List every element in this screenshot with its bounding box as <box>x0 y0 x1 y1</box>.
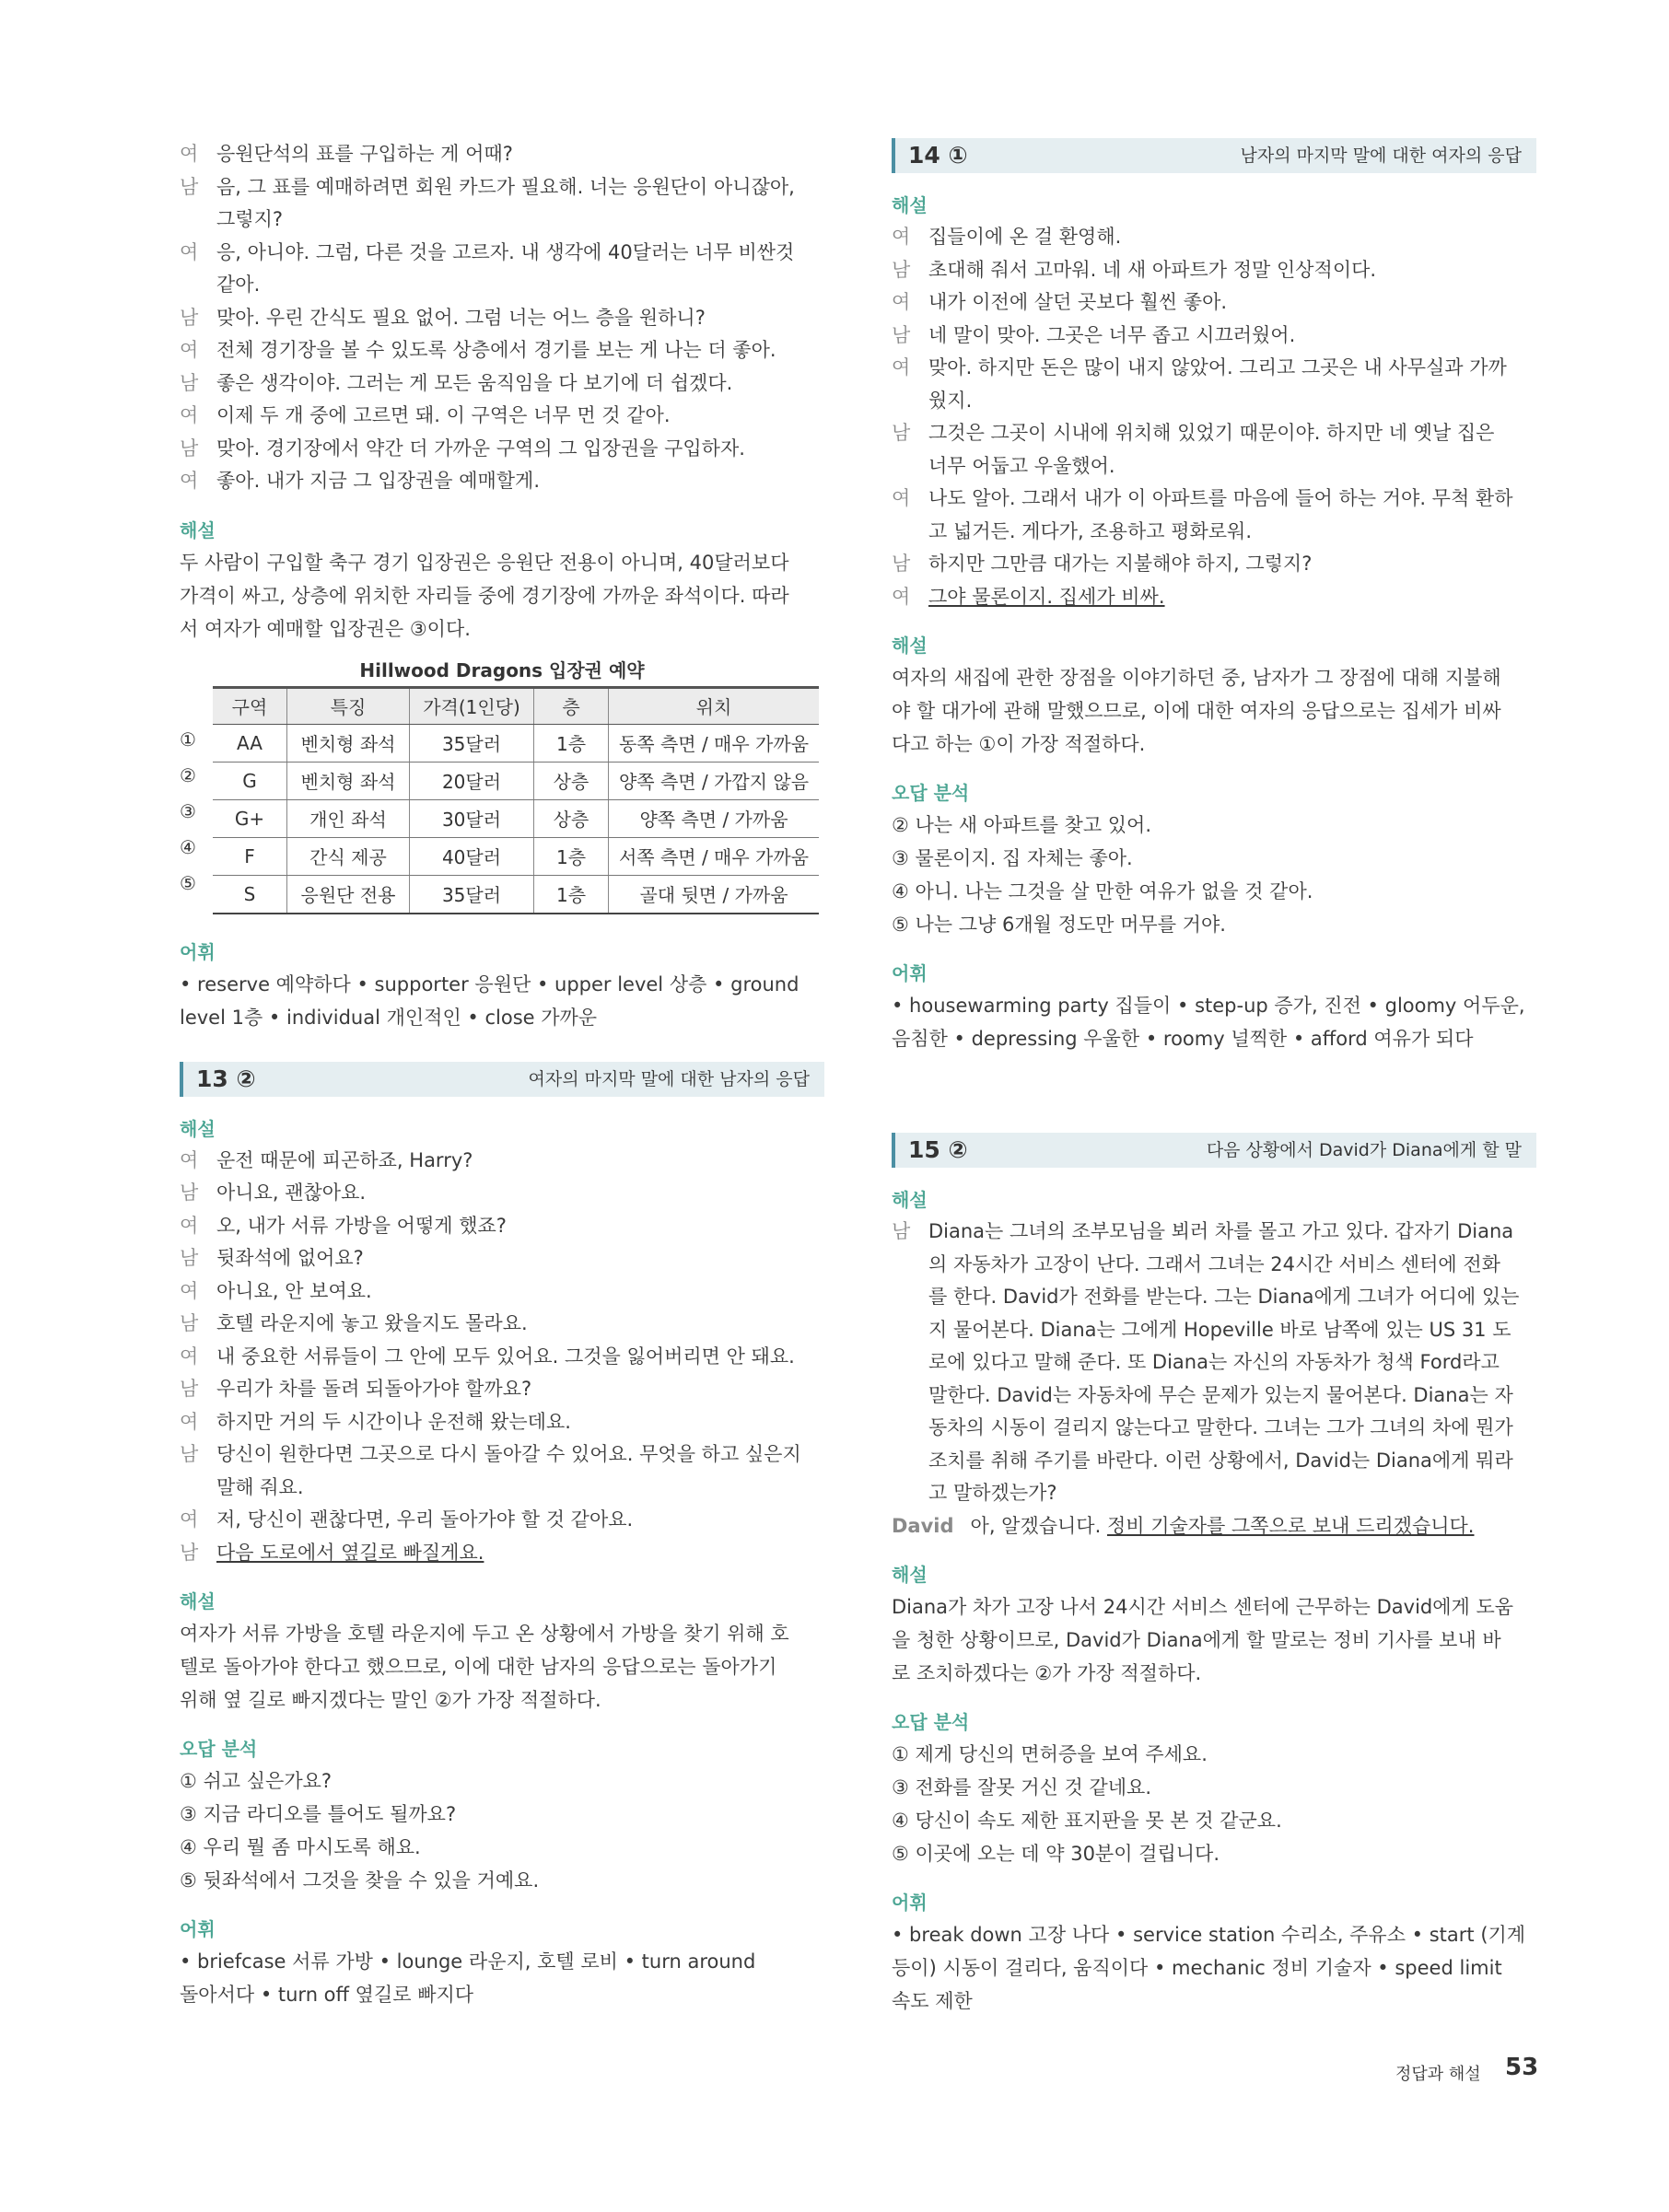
vocab-13: • briefcase 서류 가방 • lounge 라운지, 호텔 로비 • turn around 돌아서다 • turn off 옆길로 빠지다 <box>180 1950 756 2006</box>
narration-15: 남 Diana는 그녀의 조부모님을 뵈러 차를 몰고 가고 있다. 갑자기 Diana 의 자동차가 고장이 난다. 그래서 그녀는 24시간 서비스 센터에 전화 를 한다. David가 전화를 받는다. 그는 Diana에게 그녀가 어디에 있는 지 물어본다. Diana는 그에게 Hopeville 바로 남쪽에 있는 US 31 도 로에 있다고 말해 준다. 또 Diana는 자신의 자동차가 청색 Ford라고 말한다. David는 자동차에 무슨 문제가 있는지 물어본다. Diana는 자 동차의 시동이 걸리지 않는다고 말한다. 그녀는 그가 그녀의 차에 뭔가 조치를 취해 주기를 바란다. 이런 상황에서, David는 Diana에게 뭐라 고 말하겠는가? <box>892 1220 1520 1504</box>
question-header-15 <box>892 1133 1536 1168</box>
section-heading-haeseol: 해설 <box>892 634 928 657</box>
section-heading-vocab: 어휘 <box>180 1918 216 1940</box>
table-header-row <box>213 687 819 724</box>
table-cell: G+ <box>213 799 287 837</box>
question-header-14 <box>892 138 1536 173</box>
vocab-15: • break down 고장 나다 • service station 수리소, 주유소 • start (기계 등이) 시동이 걸리다, 움직이다 • mechanic 정비 기술자 • speed limit 속도 제한 <box>892 1924 1526 2012</box>
dialogue-line: 여 전체 경기장을 볼 수 있도록 상층에서 경기를 보는 게 나는 더 좋아. <box>180 339 776 361</box>
dialogue-line: 같아. <box>216 274 261 296</box>
wrong-answers-14: ② 나는 새 아파트를 찾고 있어. ③ 물론이지. 집 자체는 좋아. ④ 아니. 나는 그것을 살 만한 여유가 없을 것 같아. ⑤ 나는 그냥 6개월 정도만 머무를 거야. <box>892 814 1313 936</box>
dialogue-line: 여 나도 알아. 그래서 내가 이 아파트를 마음에 들어 하는 거야. 무척 환하 <box>892 487 1513 509</box>
explanation-13: 여자가 서류 가방을 호텔 라운지에 두고 온 상황에서 가방을 찾기 위해 호 텔로 돌아가야 한다고 했으므로, 이에 대한 남자의 응답으로는 돌아가기 위해 옆 길로 빠지겠다는 말인 ②가 가장 적절하다. <box>180 1623 789 1711</box>
question-number: 14 ① <box>908 142 968 169</box>
table-cell: 상층 <box>534 799 609 837</box>
dialogue-line: 남 호텔 라운지에 놓고 왔을지도 몰라요. <box>180 1312 528 1334</box>
table-cell: 골대 뒷면 / 가까움 <box>609 875 820 914</box>
dialogue-line: 남 아니요, 괜찮아요. <box>180 1182 367 1204</box>
dialogue-line: 여 아니요, 안 보여요. <box>180 1279 372 1302</box>
dialogue-line: 남 우리가 차를 돌려 되돌아가야 할까요? <box>180 1378 532 1400</box>
table-row <box>213 724 819 762</box>
table-cell: 1층 <box>534 837 609 875</box>
dialogue-line-answer: 남 다음 도로에서 옆길로 빠질게요. <box>180 1541 484 1564</box>
dialogue-line: 남 음, 그 표를 예매하려면 회원 카드가 필요해. 너는 응원단이 아니잖아, <box>180 175 795 198</box>
section-heading-vocab: 어휘 <box>180 940 216 963</box>
dialogue-line: 웠지. <box>928 389 973 412</box>
table-cell: 1층 <box>534 724 609 762</box>
dialogue-line: 여 운전 때문에 피곤하죠, Harry? <box>180 1148 473 1171</box>
question-type: 남자의 마지막 말에 대한 여자의 응답 <box>1240 146 1522 166</box>
question-number: 13 ② <box>196 1065 256 1092</box>
dialogue-line: 여 응원단석의 표를 구입하는 게 어때? <box>180 143 513 165</box>
ticket-table-wrap <box>180 686 824 914</box>
dialogue-line: 여 응, 아니야. 그럼, 다른 것을 고르자. 내 생각에 40달러는 너무 비싼것 <box>180 240 795 263</box>
table-cell: 양쪽 측면 / 가깝지 않음 <box>609 762 820 799</box>
table-cell: F <box>213 837 287 875</box>
table-cell: 간식 제공 <box>287 837 410 875</box>
wrong-answers-15: ① 제게 당신의 면허증을 보여 주세요. ③ 전화를 잘못 거신 것 같네요. ④ 당신이 속도 제한 표지판을 못 본 것 같군요. ⑤ 이곳에 오는 데 약 30분이 걸립니다. <box>892 1743 1282 1865</box>
dialogue-line: 남 뒷좌석에 없어요? <box>180 1247 364 1269</box>
table-cell: 벤치형 좌석 <box>287 724 410 762</box>
explanation-14: 여자의 새집에 관한 장점을 이야기하던 중, 남자가 그 장점에 대해 지불해 야 할 대가에 관해 말했으므로, 이에 대한 여자의 응답으로는 집세가 비싸 다고 하는 ①이 가장 적절하다. <box>892 667 1501 755</box>
table-cell: 개인 좌석 <box>287 799 410 837</box>
dialogue-line: 여 하지만 거의 두 시간이나 운전해 왔는데요. <box>180 1410 571 1433</box>
table-cell: AA <box>213 724 287 762</box>
dialogue-line: 남 그것은 그곳이 시내에 위치해 있었기 때문이야. 하지만 네 옛날 집은 <box>892 422 1495 444</box>
dialogue-line: 남 초대해 줘서 고마워. 네 새 아파트가 정말 인상적이다. <box>892 258 1377 281</box>
table-cell: 35달러 <box>410 875 534 914</box>
david-answer-line: David 아, 알겠습니다. 정비 기술자를 그쪽으로 보내 드리겠습니다. <box>892 1514 1475 1537</box>
table-cell: 서쪽 측면 / 매우 가까움 <box>609 837 820 875</box>
dialogue-line: 너무 어둡고 우울했어. <box>928 454 1115 477</box>
table-cell: 30달러 <box>410 799 534 837</box>
row-marker: ③ <box>180 799 196 822</box>
table-header: 가격(1인당) <box>410 687 534 724</box>
dialogue-line: 여 내가 이전에 살던 곳보다 훨씬 좋아. <box>892 291 1228 313</box>
section-heading-vocab: 어휘 <box>892 962 928 984</box>
table-cell: 20달러 <box>410 762 534 799</box>
dialogue-13 <box>180 1145 824 1570</box>
table-cell: 양쪽 측면 / 가까움 <box>609 799 820 837</box>
question-type: 다음 상황에서 David가 Diana에게 할 말 <box>1206 1140 1522 1160</box>
table-header: 위치 <box>609 687 820 724</box>
dialogue-line: 말해 줘요. <box>216 1475 304 1498</box>
dialogue-line: 여 집들이에 온 걸 환영해. <box>892 226 1122 248</box>
section-heading-haeseol: 해설 <box>892 194 928 216</box>
section-heading-odap: 오답 분석 <box>892 782 970 804</box>
explanation-15: Diana가 차가 고장 나서 24시간 서비스 센터에 근무하는 David에게 도움 을 청한 상황이므로, David가 Diana에게 할 말로는 정비 기사를 보내 바 로 조치하겠다는 ②가 가장 적절하다. <box>892 1596 1514 1684</box>
dialogue-line: 남 맞아. 우린 간식도 필요 없어. 그럼 너는 어느 층을 원하니? <box>180 306 706 329</box>
explanation-12: 두 사람이 구입할 축구 경기 입장권은 응원단 전용이 아니며, 40달러보다 가격이 싸고, 상층에 위치한 자리들 중에 경기장에 가까운 좌석이다. 따라 서 여자가 예매할 입장권은 ③이다. <box>180 551 789 640</box>
dialogue-line-answer: 여 그야 물론이지. 집세가 비싸. <box>892 585 1165 608</box>
dialogue-line: 여 내 중요한 서류들이 그 안에 모두 있어요. 그것을 잃어버리면 안 돼요. <box>180 1345 795 1368</box>
dialogue-line: 남 하지만 그만큼 대가는 지불해야 하지, 그렇지? <box>892 553 1313 575</box>
table-cell: 1층 <box>534 875 609 914</box>
table-cell: 상층 <box>534 762 609 799</box>
dialogue-line: 여 저, 당신이 괜찮다면, 우리 돌아가야 할 것 같아요. <box>180 1508 634 1531</box>
wrong-answers-13: ① 쉬고 싶은가요? ③ 지금 라디오를 틀어도 될까요? ④ 우리 뭘 좀 마시도록 해요. ⑤ 뒷좌석에서 그것을 찾을 수 있을 거예요. <box>180 1770 540 1892</box>
table-cell: 벤치형 좌석 <box>287 762 410 799</box>
table-header: 구역 <box>213 687 287 724</box>
section-heading-haeseol: 해설 <box>180 1117 216 1140</box>
table-cell: 35달러 <box>410 724 534 762</box>
footer-label: 정답과 해설 <box>1395 2065 1481 2084</box>
table-cell: G <box>213 762 287 799</box>
table-header: 층 <box>534 687 609 724</box>
dialogue-14 <box>892 221 1536 613</box>
dialogue-line: 남 네 말이 맞아. 그곳은 너무 좁고 시끄러웠어. <box>892 323 1296 346</box>
dialogue-line: 여 이제 두 개 중에 고르면 돼. 이 구역은 너무 먼 것 같아. <box>180 404 671 426</box>
left-column <box>180 138 824 2011</box>
section-heading-odap: 오답 분석 <box>892 1711 970 1733</box>
section-heading-odap: 오답 분석 <box>180 1738 258 1760</box>
question-type: 여자의 마지막 말에 대한 남자의 응답 <box>528 1068 810 1089</box>
dialogue-12 <box>180 138 824 498</box>
table-cell: 40달러 <box>410 837 534 875</box>
table-title: Hillwood Dragons 입장권 예약 <box>359 658 645 681</box>
row-marker: ④ <box>180 835 196 858</box>
table-row <box>213 799 819 837</box>
page-number: 53 <box>1505 2054 1539 2081</box>
section-heading-haeseol: 해설 <box>892 1564 928 1586</box>
dialogue-line: 남 당신이 원한다면 그곳으로 다시 돌아갈 수 있어요. 무엇을 하고 싶은지 <box>180 1443 801 1465</box>
row-marker: ② <box>180 763 196 786</box>
section-heading-vocab: 어휘 <box>892 1892 928 1914</box>
dialogue-line: 남 좋은 생각이야. 그러는 게 모든 움직임을 다 보기에 더 쉽겠다. <box>180 371 733 394</box>
table-row <box>213 875 819 914</box>
ticket-table <box>213 686 819 914</box>
question-number: 15 ② <box>908 1136 968 1163</box>
dialogue-line: 그렇지? <box>216 208 284 230</box>
vocab-14: • housewarming party 집들이 • step-up 증가, 진전 • gloomy 어두운, 음침한 • depressing 우울한 • roomy 널찍한 • afford 여유가 되다 <box>892 995 1525 1050</box>
table-header: 특징 <box>287 687 410 724</box>
dialogue-line: 고 넓거든. 게다가, 조용하고 평화로워. <box>928 519 1253 542</box>
section-heading-haeseol: 해설 <box>180 518 216 541</box>
row-marker: ⑤ <box>180 871 196 894</box>
table-cell: 동쪽 측면 / 매우 가까움 <box>609 724 820 762</box>
table-row <box>213 837 819 875</box>
question-header-13 <box>180 1062 824 1097</box>
dialogue-line: 여 오, 내가 서류 가방을 어떻게 했죠? <box>180 1214 507 1237</box>
row-marker: ① <box>180 728 196 751</box>
vocab-12: • reserve 예약하다 • supporter 응원단 • upper level 상층 • ground level 1층 • individual 개인적인 • close 가까운 <box>180 972 799 1029</box>
dialogue-line: 여 맞아. 하지만 돈은 많이 내지 않았어. 그리고 그곳은 내 사무실과 가까 <box>892 356 1507 378</box>
table-cell: S <box>213 875 287 914</box>
dialogue-line: 남 맞아. 경기장에서 약간 더 가까운 구역의 그 입장권을 구입하자. <box>180 437 745 460</box>
table-row <box>213 762 819 799</box>
section-heading-haeseol: 해설 <box>180 1590 216 1612</box>
table-cell: 응원단 전용 <box>287 875 410 914</box>
section-heading-haeseol: 해설 <box>892 1189 928 1211</box>
right-column <box>892 138 1536 2018</box>
dialogue-line: 여 좋아. 내가 지금 그 입장권을 예매할게. <box>180 470 541 492</box>
